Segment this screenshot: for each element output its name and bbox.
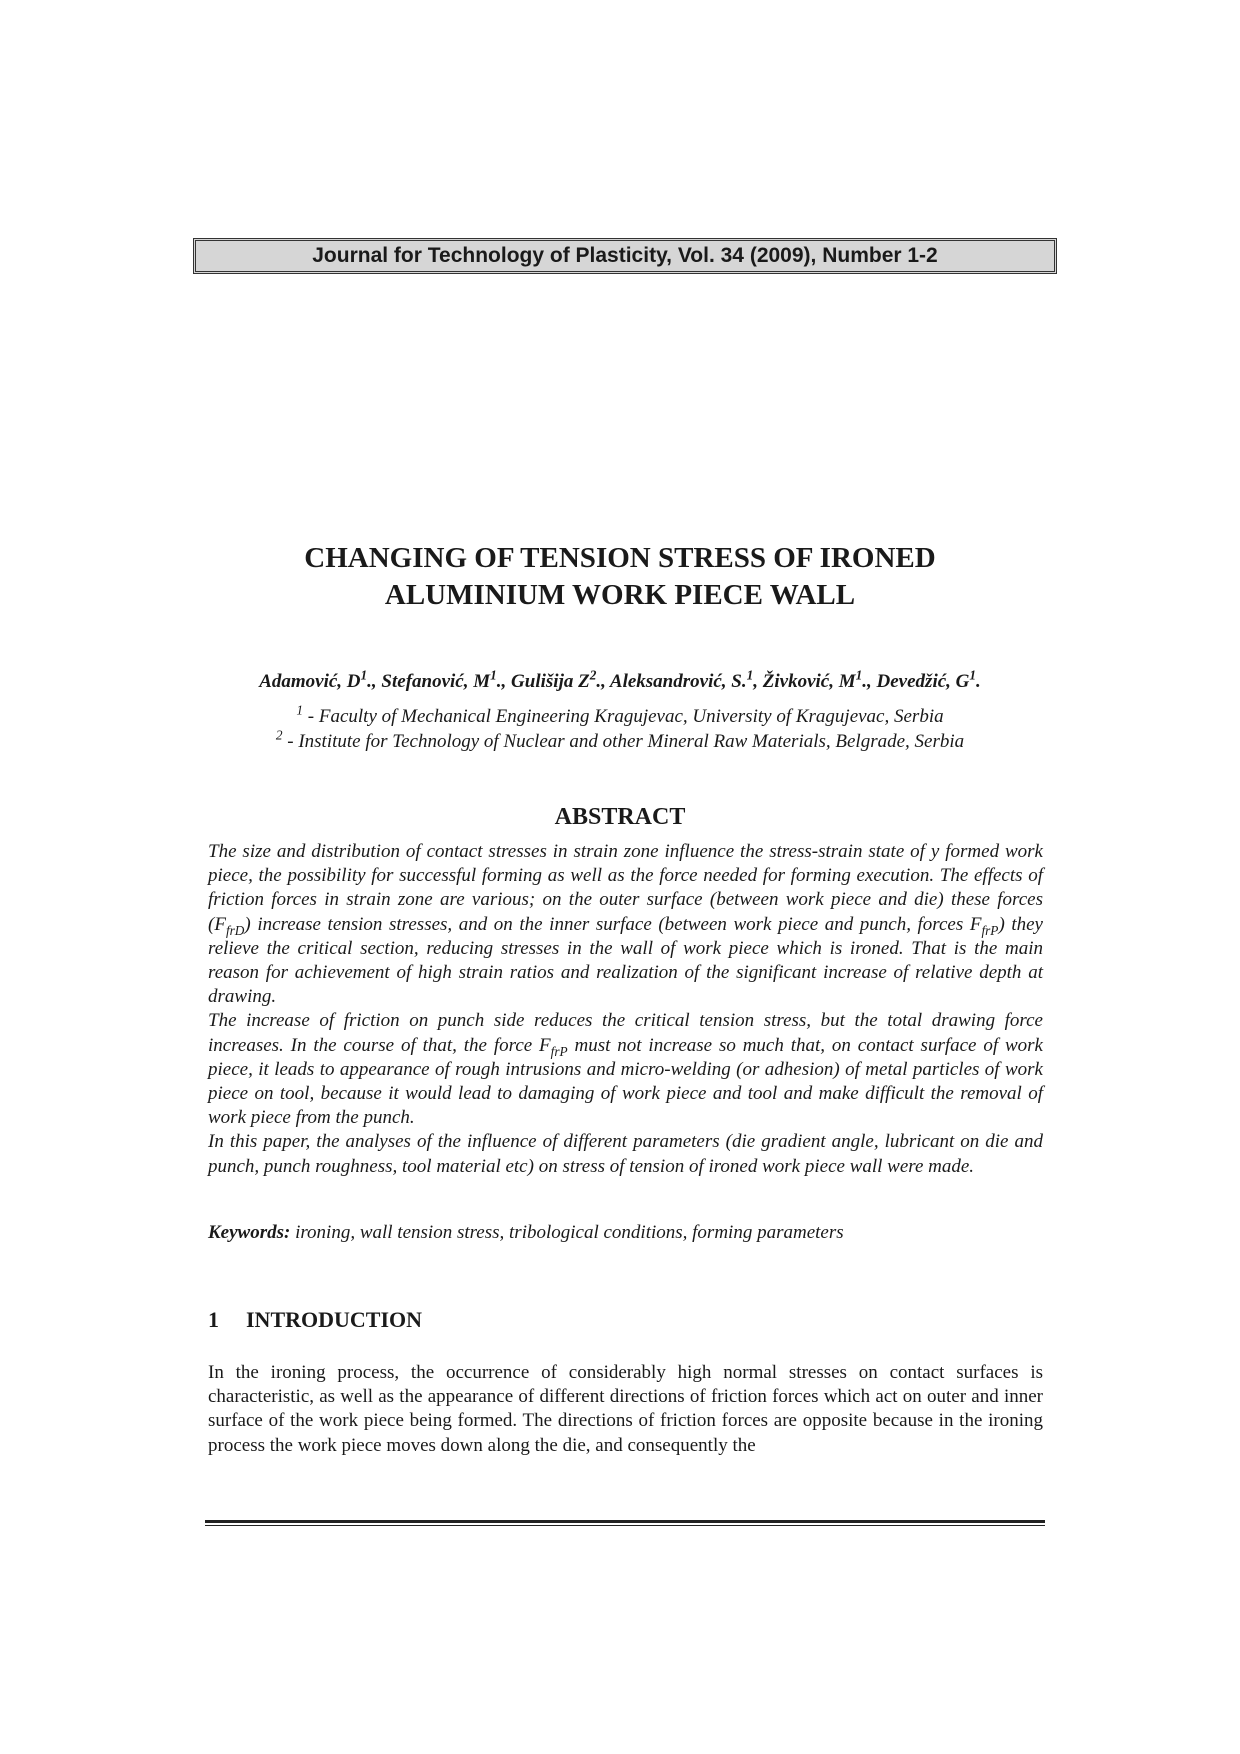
footer-rule <box>205 1520 1045 1526</box>
abstract-paragraph-1: The size and distribution of contact stresses in strain zone influence the stress-strain state of y formed work piece, the possibility for successful forming as well as the force needed for forming execution. The effects of friction forces in strain zone are various; on the outer surface (between work piece and die) these forces $(F_{frD})$ increase tension stresses, and on the inner surface (between work piece and punch, forces $F_{frP}$) they relieve the critical section, reducing stresses in the wall of work piece which is ironed. That is the main reason for achievement of high strain ratios and realization of the significant increase of relative depth at drawing. <box>208 841 1043 1008</box>
author: Aleksandrović, S.$^1$, <box>609 667 763 692</box>
author: Devedžić, $G^1$. <box>876 667 981 692</box>
paper-title <box>150 540 1090 614</box>
author: Gulišija $Z^2$., <box>511 667 610 692</box>
abstract-paragraph-3: In this paper, the analyses of the influence of different parameters (die gradient angle, lubricant on die and punch, punch roughness, tool material etc) on stress of tension of ironed work piece wall were made. <box>208 1131 1043 1177</box>
abstract-paragraph-2: The increase of friction on punch side reduces the critical tension stress, but the total drawing force increases. In the course of that, the force $F_{frP}$ must not increase so much that, on contact surface of work piece, it leads to appearance of rough intrusions and micro-welding (or adhesion) of metal particles of work piece on tool, because it would lead to damaging of work piece and tool and make difficult the removal of work piece from the punch. <box>208 1010 1043 1129</box>
keywords-text: ironing, wall tension stress, tribological conditions, forming parameters <box>290 1222 844 1243</box>
title-line-2: ALUMINIUM WORK PIECE WALL <box>384 579 856 611</box>
author: Stefanović, $M^1$., <box>381 667 512 692</box>
journal-header-text: Journal for Technology of Plasticity, Vol. 34 (2009), Number 1-2 <box>312 244 938 267</box>
section-number: 1 <box>208 1307 219 1332</box>
author: Adamović, $D^1$., <box>259 667 382 692</box>
title-line-1: CHANGING OF TENSION STRESS OF IRONED <box>304 542 936 574</box>
journal-header <box>193 238 1057 274</box>
section-heading-introduction <box>208 1306 1043 1334</box>
affiliation-1: $^1$ - Faculty of Mechanical Engineering Kragujevac, University of Kragujevac, Serbia <box>296 702 944 727</box>
keywords <box>208 1221 1043 1245</box>
author-list <box>150 667 1090 694</box>
affiliation-2: $^2$ - Institute for Technology of Nuclear and other Mineral Raw Materials, Belgrade, Serbia <box>275 727 965 752</box>
introduction-paragraph: In the ironing process, the occurrence of considerably high normal stresses on contact surfaces is characteristic, as well as the appearance of different directions of friction forces which act on outer and inner surface of the work piece being formed. The directions of friction forces are opposite because in the ironing process the work piece moves down along the die, and consequently the <box>208 1362 1043 1456</box>
section-title-text: INTRODUCTION <box>246 1307 423 1332</box>
keywords-label: Keywords: <box>208 1222 291 1243</box>
abstract-body <box>208 840 1043 1179</box>
abstract-heading: ABSTRACT <box>554 804 686 830</box>
author: Živković, $M^1$., <box>762 667 877 692</box>
